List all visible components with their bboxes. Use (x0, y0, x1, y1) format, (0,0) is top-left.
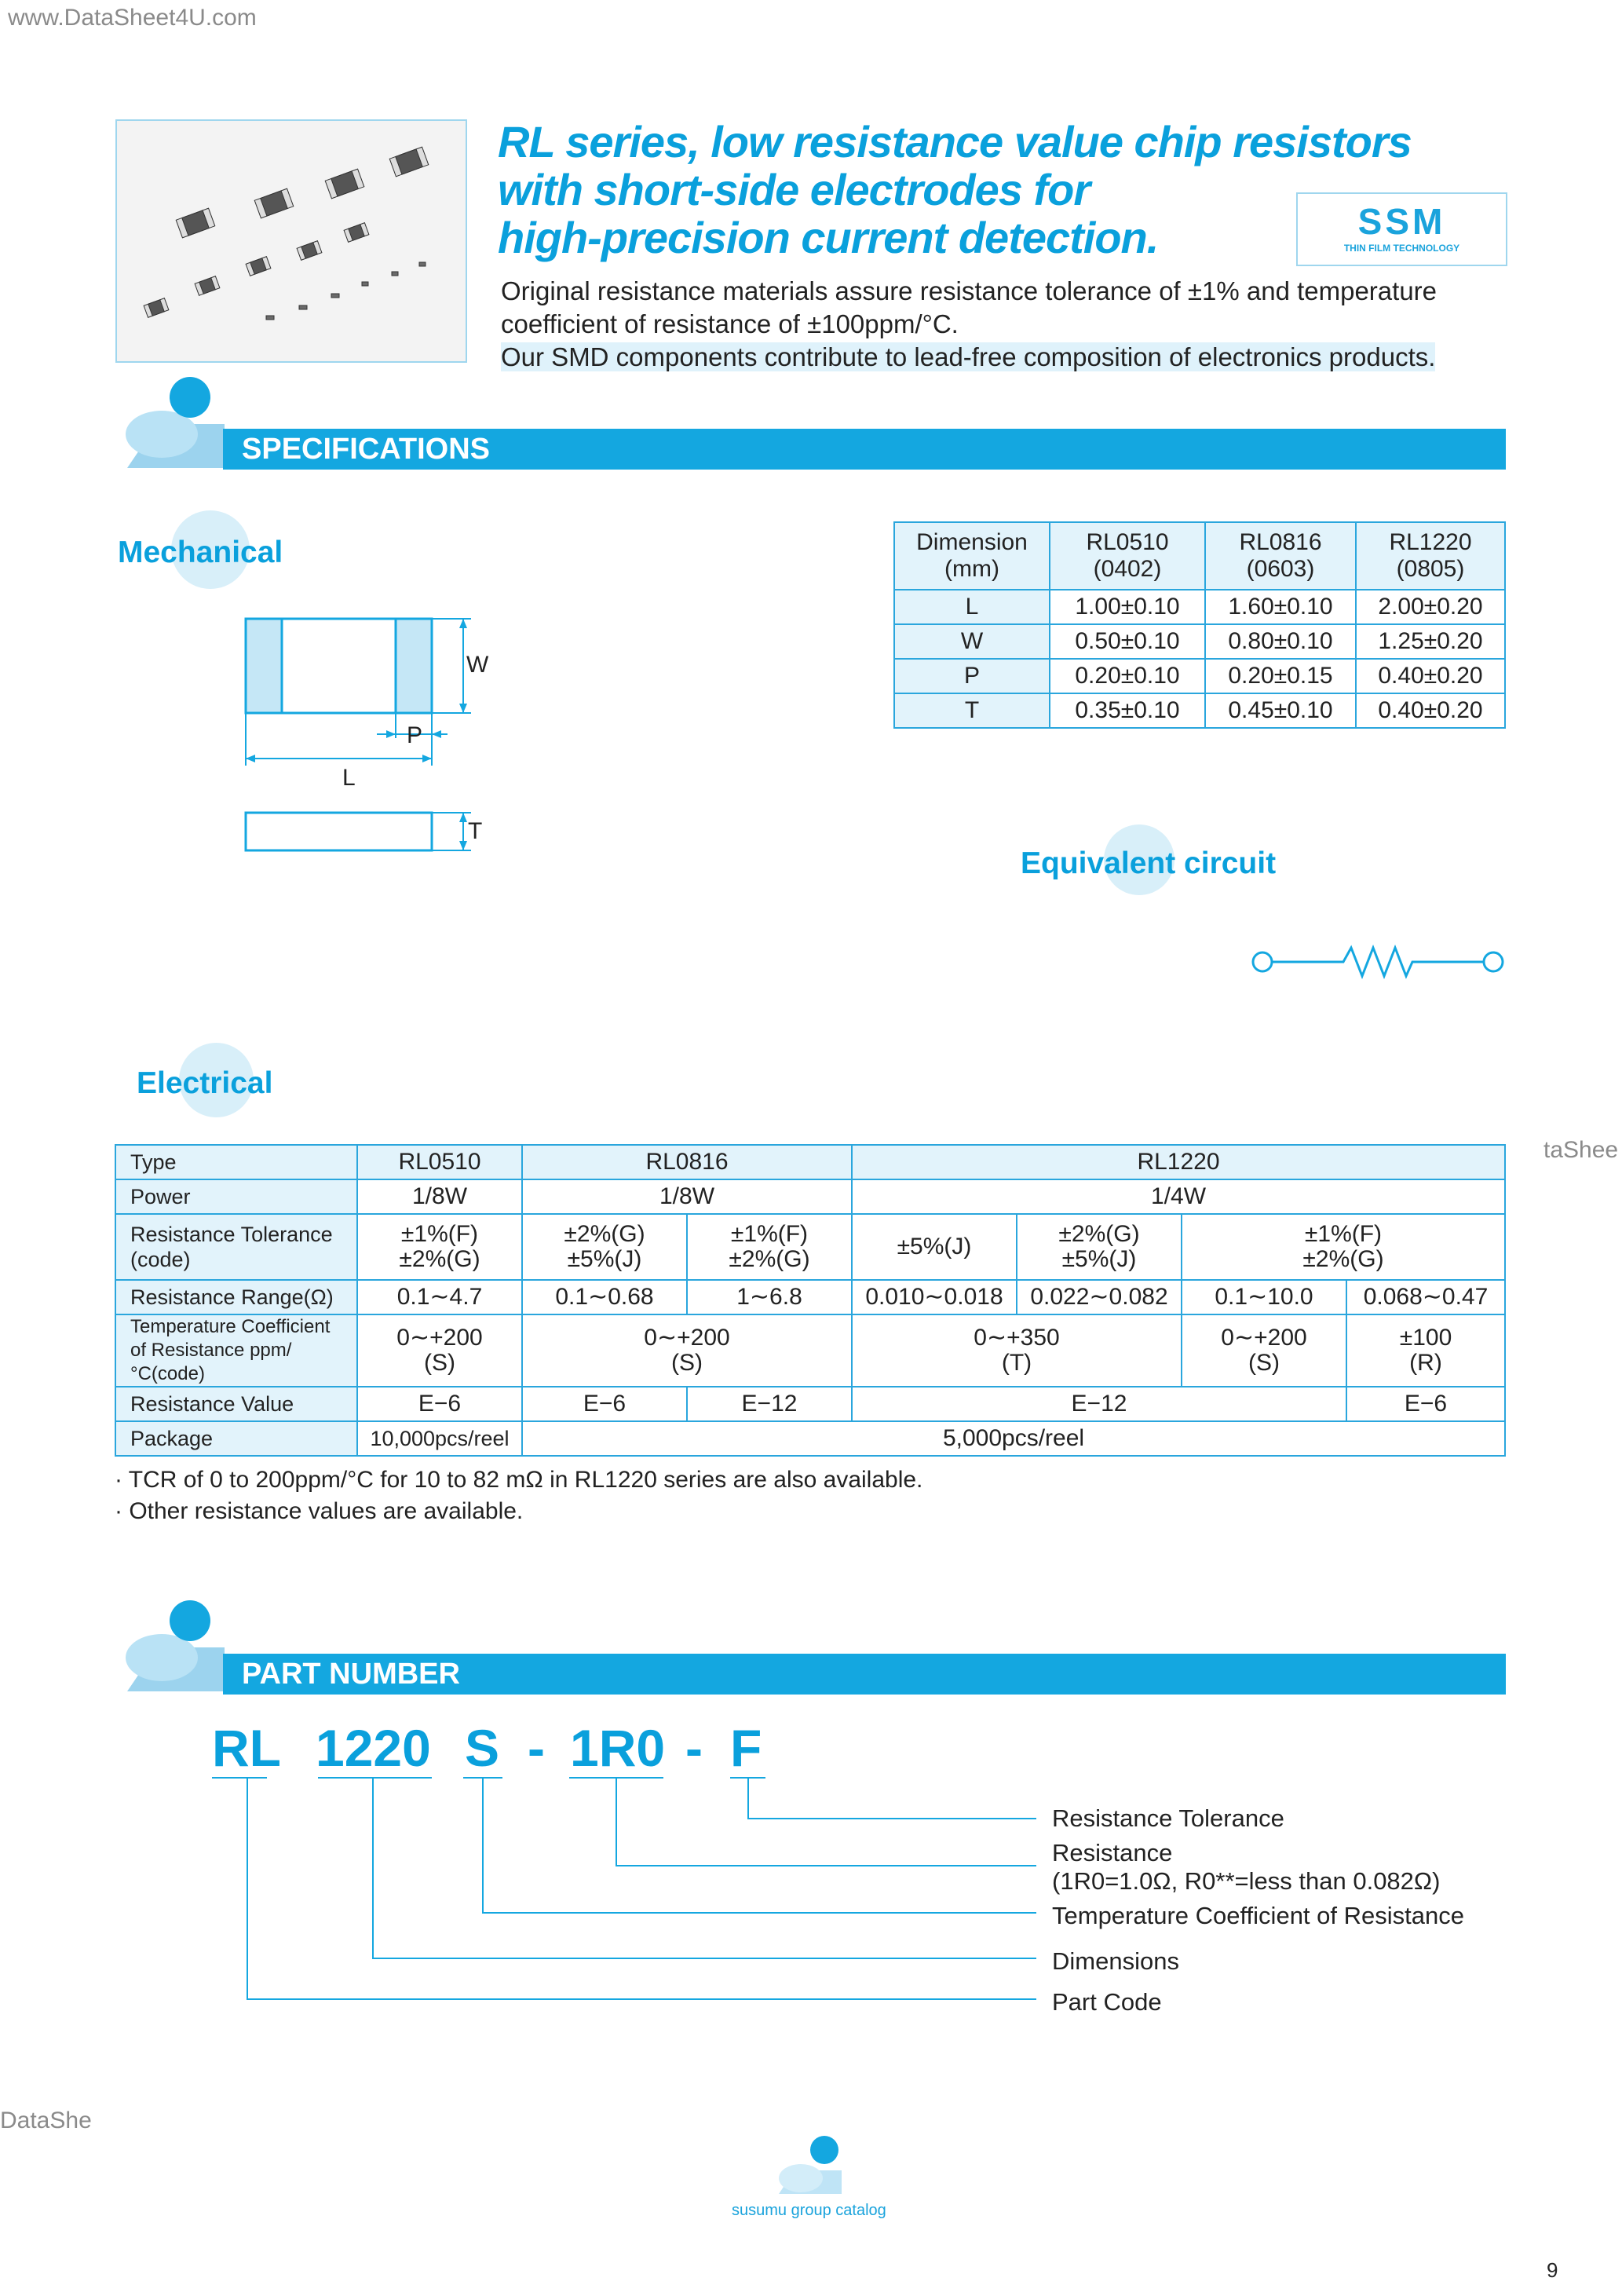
dim-label-l: L (342, 765, 356, 791)
table-row: Type RL0510 RL0816 RL1220 (115, 1145, 1505, 1179)
table-row: Temperature Coefficient of Resistance ppm/°C(code) 0∼+200 (S) 0∼+200 (S) 0∼+350 (T) 0∼+200 (S) ±100 (R) (115, 1314, 1505, 1387)
equivalent-circuit-heading: Equivalent circuit (1021, 846, 1277, 880)
pn-tcr: S (465, 1719, 500, 1777)
part-number-leaders (204, 1773, 1052, 2016)
ssm-logo: SSM THIN FILM TECHNOLOGY (1296, 192, 1507, 266)
pn-size: 1220 (316, 1719, 431, 1777)
intro-text: Original resistance materials assure resistance tolerance of ±1% and temperature coefficient of resistance of ±100ppm/°C. Our SMD components contribute to lead-free composition of electronics products. (501, 276, 1438, 371)
dimension-table: Dimension (mm) RL0510 (0402) RL0816 (0603) RL1220 (0805) L 1.00±0.10 1.60±0.10 2.00±0.20 W 0.50±0.10 0.80±0.10 1.25±0.20 P 0.20±0.10 0.20±0.15 0.40±0.20 T 0.35±0.10 0.45±0.10 0.40±0.20 (893, 521, 1506, 729)
table-row: Resistance Range(Ω) 0.1∼4.7 0.1∼0.68 1∼6.8 0.010∼0.018 0.022∼0.082 0.1∼10.0 0.068∼0.47 (115, 1280, 1505, 1314)
label-resistance-tolerance: Resistance Tolerance (1052, 1804, 1284, 1832)
dim-label-w: W (466, 652, 489, 678)
table-row: W 0.50±0.10 0.80±0.10 1.25±0.20 (894, 624, 1505, 659)
resistor-symbol (1244, 938, 1511, 985)
electrical-heading: Electrical (137, 1066, 273, 1100)
part-number-header: PART NUMBER (223, 1654, 1506, 1695)
watermark-top: www.DataSheet4U.com (8, 5, 257, 31)
page-number: 9 (1547, 2258, 1558, 2282)
dim-label-t: T (468, 818, 483, 844)
label-tcr: Temperature Coefficient of Resistance (1052, 1902, 1464, 1929)
dim-label-p: P (407, 722, 423, 748)
pn-dash: - (528, 1719, 545, 1777)
label-dimensions: Dimensions (1052, 1947, 1179, 1975)
table-row: Package 10,000pcs/reel 5,000pcs/reel (115, 1421, 1505, 1456)
table-row: T 0.35±0.10 0.45±0.10 0.40±0.20 (894, 693, 1505, 728)
section-icon (115, 375, 225, 473)
table-row: P 0.20±0.10 0.20±0.15 0.40±0.20 (894, 659, 1505, 693)
page-title: RL series, low resistance value chip resistors with short-side electrodes for high-precision current detection. (498, 117, 1412, 262)
table-row: Resistance Value E−6 E−6 E−12 E−12 E−6 (115, 1387, 1505, 1421)
watermark-left: DataShe (0, 2108, 92, 2133)
product-photo (115, 119, 467, 363)
pn-tolerance: F (730, 1719, 762, 1777)
table-row: Power 1/8W 1/8W 1/4W (115, 1179, 1505, 1214)
label-resistance: Resistance (1R0=1.0Ω, R0**=less than 0.082Ω) (1052, 1839, 1441, 1895)
table-row: Resistance Tolerance (code) ±1%(F) ±2%(G) ±2%(G) ±5%(J) ±1%(F) ±2%(G) ±5%(J) ±2%(G) ±5%(J) ±1%(F) ±2%(G) (115, 1214, 1505, 1280)
mechanical-heading: Mechanical (118, 536, 283, 569)
pn-resistance: 1R0 (570, 1719, 666, 1777)
label-part-code: Part Code (1052, 1988, 1162, 2016)
watermark-right: taShee (1543, 1137, 1619, 1163)
pn-dash: - (685, 1719, 703, 1777)
susumu-logo-icon (771, 2130, 849, 2200)
electrical-table (115, 1144, 1506, 1457)
note-tcr: · TCR of 0 to 200ppm/°C for 10 to 82 mΩ in RL1220 series are also available. (115, 1467, 923, 1493)
mechanical-drawing (236, 605, 502, 864)
note-other-values: · Other resistance values are available. (115, 1498, 524, 1524)
footer-catalog: susumu group catalog (732, 2202, 886, 2219)
specifications-header: SPECIFICATIONS (223, 429, 1506, 470)
pn-series: RL (212, 1719, 281, 1777)
table-row: L 1.00±0.10 1.60±0.10 2.00±0.20 (894, 590, 1505, 624)
section-icon (115, 1599, 225, 1697)
